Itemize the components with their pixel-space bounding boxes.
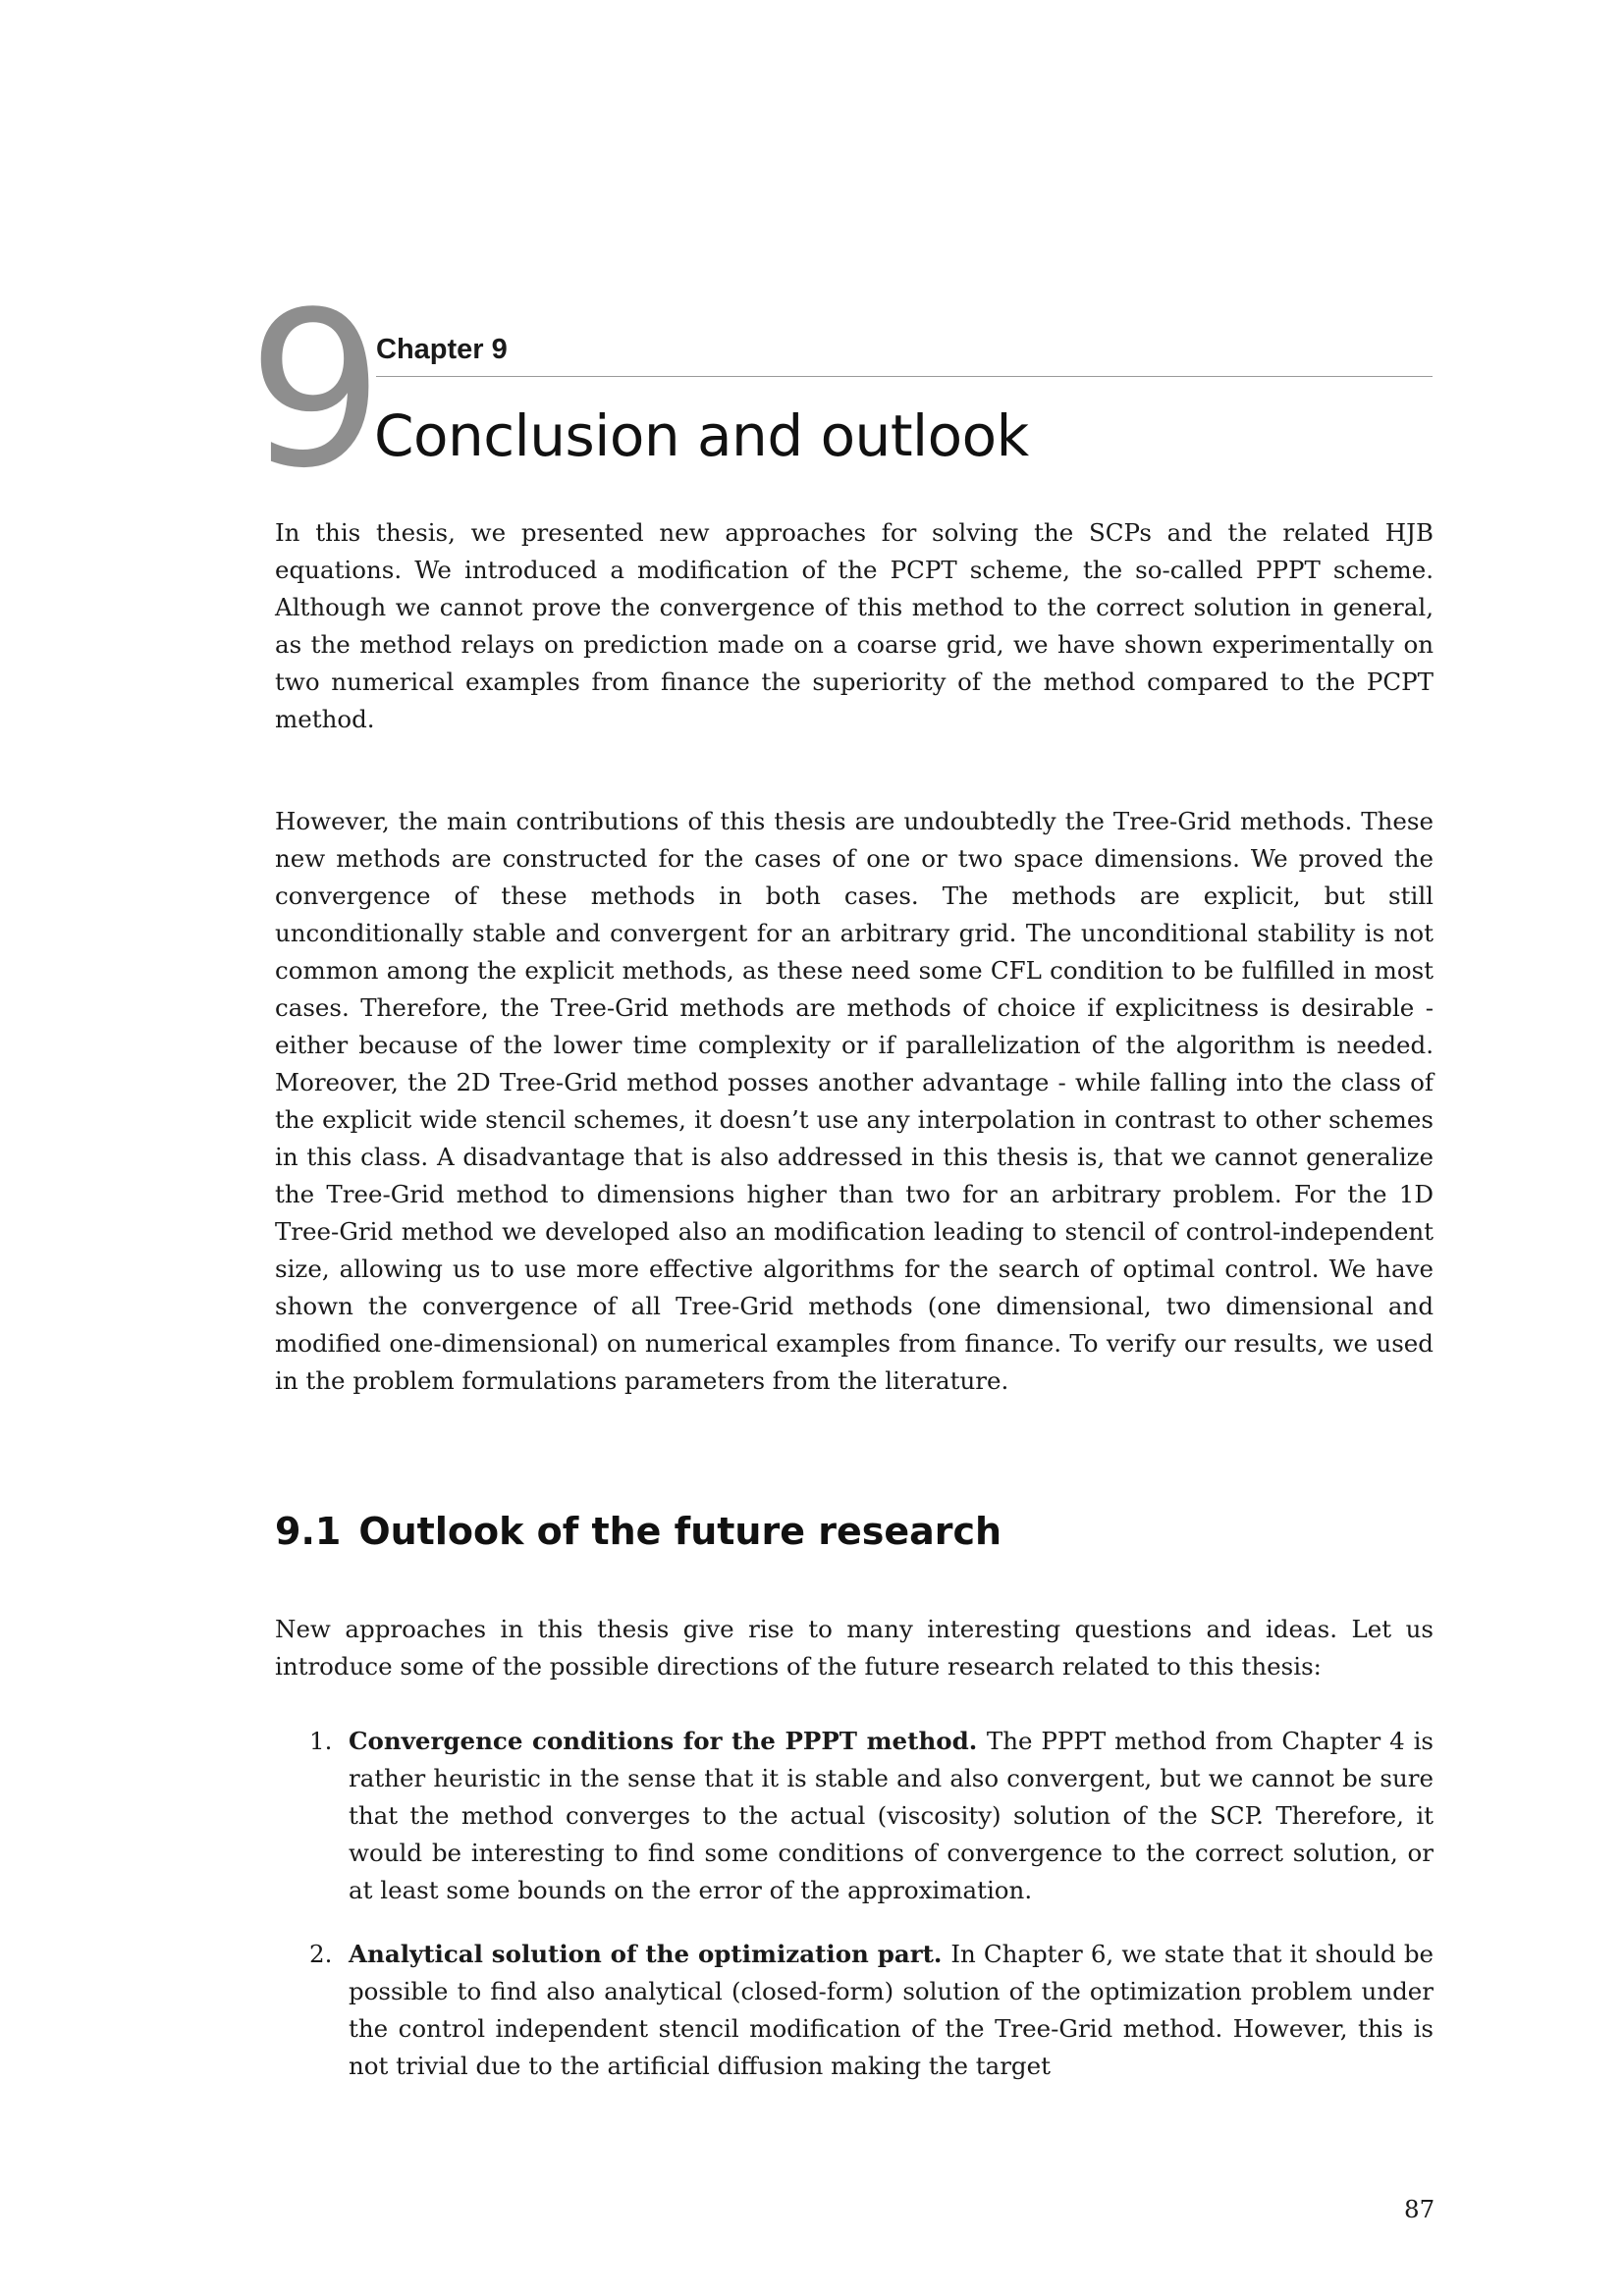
section-intro: New approaches in this thesis give rise to many interesting questions and ideas. Let us introduce some of the possible directions of the future research related to this thesis:: [275, 1615, 1434, 1681]
paragraph-intro: In this thesis, we presented new approaches for solving the SCPs and the related HJB equations. We introduced a modification of the PCPT scheme, the so-called PPPT scheme. Although we cannot prove the convergence of this method to the correct solution in general, as the method relays on prediction made on a coarse grid, we have shown experimentally on two numerical examples from finance the superiority of the method compared to the PCPT method.: [275, 518, 1434, 733]
list-item-text: The PPPT method from Chapter 4 is rather heuristic in the sense that it is stable and also convergent, but we cannot be sure that the method converges to the actual (viscosity) solution of the SCP. Therefore, it would be interesting to find some conditions of convergence to the correct solution, or at least some bounds on the error of the approximation.: [349, 1727, 1434, 1904]
list-marker: 2.: [309, 1940, 333, 1968]
chapter-title: Conclusion and outlook: [374, 402, 1029, 469]
list-item-lead: Convergence conditions for the PPPT method.: [349, 1727, 987, 1755]
list-item: [309, 1723, 1434, 1909]
list-item-text: In Chapter 6, we state that it should be possible to find also analytical (closed-form) solution of the optimization problem under the control independent stencil modification of the Tree-Grid method. However, this is not trivial due to the artificial diffusion making the target: [349, 1940, 1434, 2080]
list-item: [309, 1936, 1434, 2085]
section-heading: [275, 1510, 1001, 1553]
section-number: 9.1: [275, 1510, 342, 1553]
page-number: 87: [1404, 2195, 1435, 2223]
chapter-number: 9: [247, 267, 380, 515]
section-title: Outlook of the future research: [358, 1510, 1002, 1553]
list-item-lead: Analytical solution of the optimization part.: [349, 1940, 951, 1968]
paragraph-contributions: However, the main contributions of this thesis are undoubtedly the Tree-Grid methods. These new methods are constructed for the cases of one or two space dimensions. We proved the convergence of these methods in both cases. The methods are explicit, but still unconditionally stable and convergent for an arbitrary grid. The unconditional stability is not common among the explicit methods, as these need some CFL condition to be fulfilled in most cases. Therefore, the Tree-Grid methods are methods of choice if explicitness is desirable - either because of the lower time complexity or if parallelization of the algorithm is needed. Moreover, the 2D Tree-Grid method posses another advantage - while falling into the class of the explicit wide stencil schemes, it doesn’t use any interpolation in contrast to other schemes in this class. A disadvantage that is also addressed in this thesis is, that we cannot generalize the Tree-Grid method to dimensions higher than two for an arbitrary problem. For the 1D Tree-Grid method we developed also an modification leading to stencil of control-independent size, allowing us to use more effective algorithms for the search of optimal control. We have shown the convergence of all Tree-Grid methods (one dimensional, two dimensional and modified one-dimensional) on numerical examples from finance. To verify our results, we used in the problem formulations parameters from the literature.: [275, 807, 1434, 1395]
chapter-label: Chapter 9: [376, 334, 508, 365]
chapter-rule: [376, 376, 1433, 377]
list-marker: 1.: [309, 1727, 333, 1755]
